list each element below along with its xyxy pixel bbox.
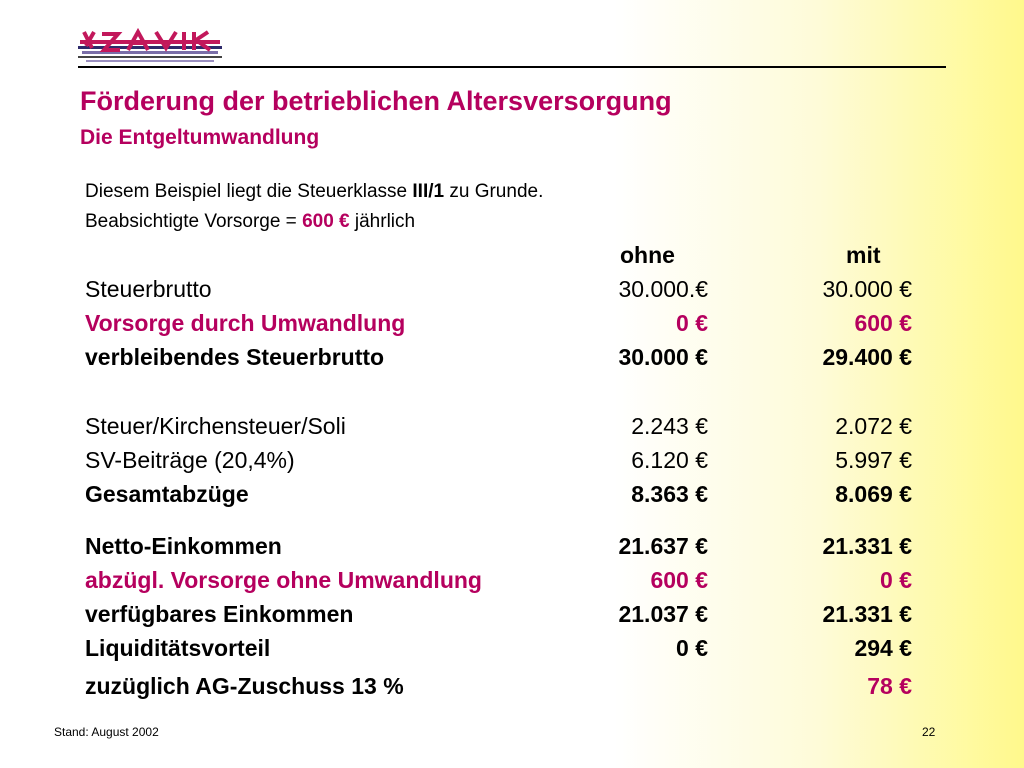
- table-row: [0, 563, 1024, 597]
- value-mit: 2.072 €: [835, 413, 912, 439]
- value-mit: 0 €: [880, 567, 912, 593]
- value-ohne: 30.000.€: [618, 276, 708, 302]
- page-subtitle: Die Entgeltumwandlung: [80, 126, 320, 149]
- value-mit: 78 €: [867, 673, 912, 699]
- row-label: Liquiditätsvorteil: [85, 635, 271, 661]
- row-label: zuzüglich AG-Zuschuss 13 %: [85, 673, 404, 699]
- row-label: Steuer/Kirchensteuer/Soli: [85, 413, 346, 439]
- row-label: verfügbares Einkommen: [85, 601, 354, 627]
- value-ohne: 0 €: [676, 310, 708, 336]
- table-row: [0, 409, 1024, 443]
- page-number: 22: [922, 725, 936, 739]
- value-ohne: 8.363 €: [631, 481, 708, 507]
- value-ohne: 21.637 €: [618, 533, 708, 559]
- company-logo-icon: [78, 26, 222, 64]
- row-label: Gesamtabzüge: [85, 481, 249, 507]
- value-ohne: 2.243 €: [631, 413, 708, 439]
- row-label: verbleibendes Steuerbrutto: [85, 344, 385, 370]
- tax-class-value: III/1: [412, 181, 445, 202]
- value-mit: 30.000 €: [822, 276, 912, 302]
- value-mit: 600 €: [854, 310, 912, 336]
- value-mit: 21.331 €: [822, 533, 912, 559]
- table-row: [0, 340, 1024, 374]
- intro-line-tax-class: [85, 181, 543, 203]
- table-row: [0, 669, 1024, 703]
- table-row: [0, 443, 1024, 477]
- intro-text: zu Grunde.: [444, 181, 544, 202]
- row-label: Netto-Einkommen: [85, 533, 282, 559]
- value-ohne: 600 €: [650, 567, 708, 593]
- row-label: SV-Beiträge (20,4%): [85, 447, 295, 473]
- provision-amount: 600 €: [302, 211, 350, 232]
- footer-date: Stand: August 2002: [54, 725, 159, 739]
- table-row: [0, 306, 1024, 340]
- value-mit: 5.997 €: [835, 447, 912, 473]
- value-ohne: 6.120 €: [631, 447, 708, 473]
- value-mit: 29.400 €: [822, 344, 912, 370]
- value-ohne: 30.000 €: [618, 344, 708, 370]
- column-header-ohne: ohne: [620, 242, 675, 268]
- row-label: abzügl. Vorsorge ohne Umwandlung: [85, 567, 482, 593]
- table-row: [0, 272, 1024, 306]
- page-title: Förderung der betrieblichen Altersversorgung: [80, 86, 672, 116]
- intro-text: Beabsichtigte Vorsorge =: [85, 211, 303, 232]
- value-mit: 294 €: [854, 635, 912, 661]
- header-divider: [78, 66, 946, 68]
- intro-line-provision: [85, 211, 415, 233]
- table-row: [0, 477, 1024, 511]
- value-mit: 8.069 €: [835, 481, 912, 507]
- table-row: [0, 631, 1024, 665]
- value-mit: 21.331 €: [822, 601, 912, 627]
- row-label: Vorsorge durch Umwandlung: [85, 310, 406, 336]
- intro-text: jährlich: [349, 211, 416, 232]
- intro-text: Diesem Beispiel liegt die Steuerklasse: [85, 181, 413, 202]
- table-row: [0, 529, 1024, 563]
- row-label: Steuerbrutto: [85, 276, 212, 302]
- value-ohne: 0 €: [676, 635, 708, 661]
- column-header-mit: mit: [846, 242, 881, 268]
- table-row: [0, 597, 1024, 631]
- value-ohne: 21.037 €: [618, 601, 708, 627]
